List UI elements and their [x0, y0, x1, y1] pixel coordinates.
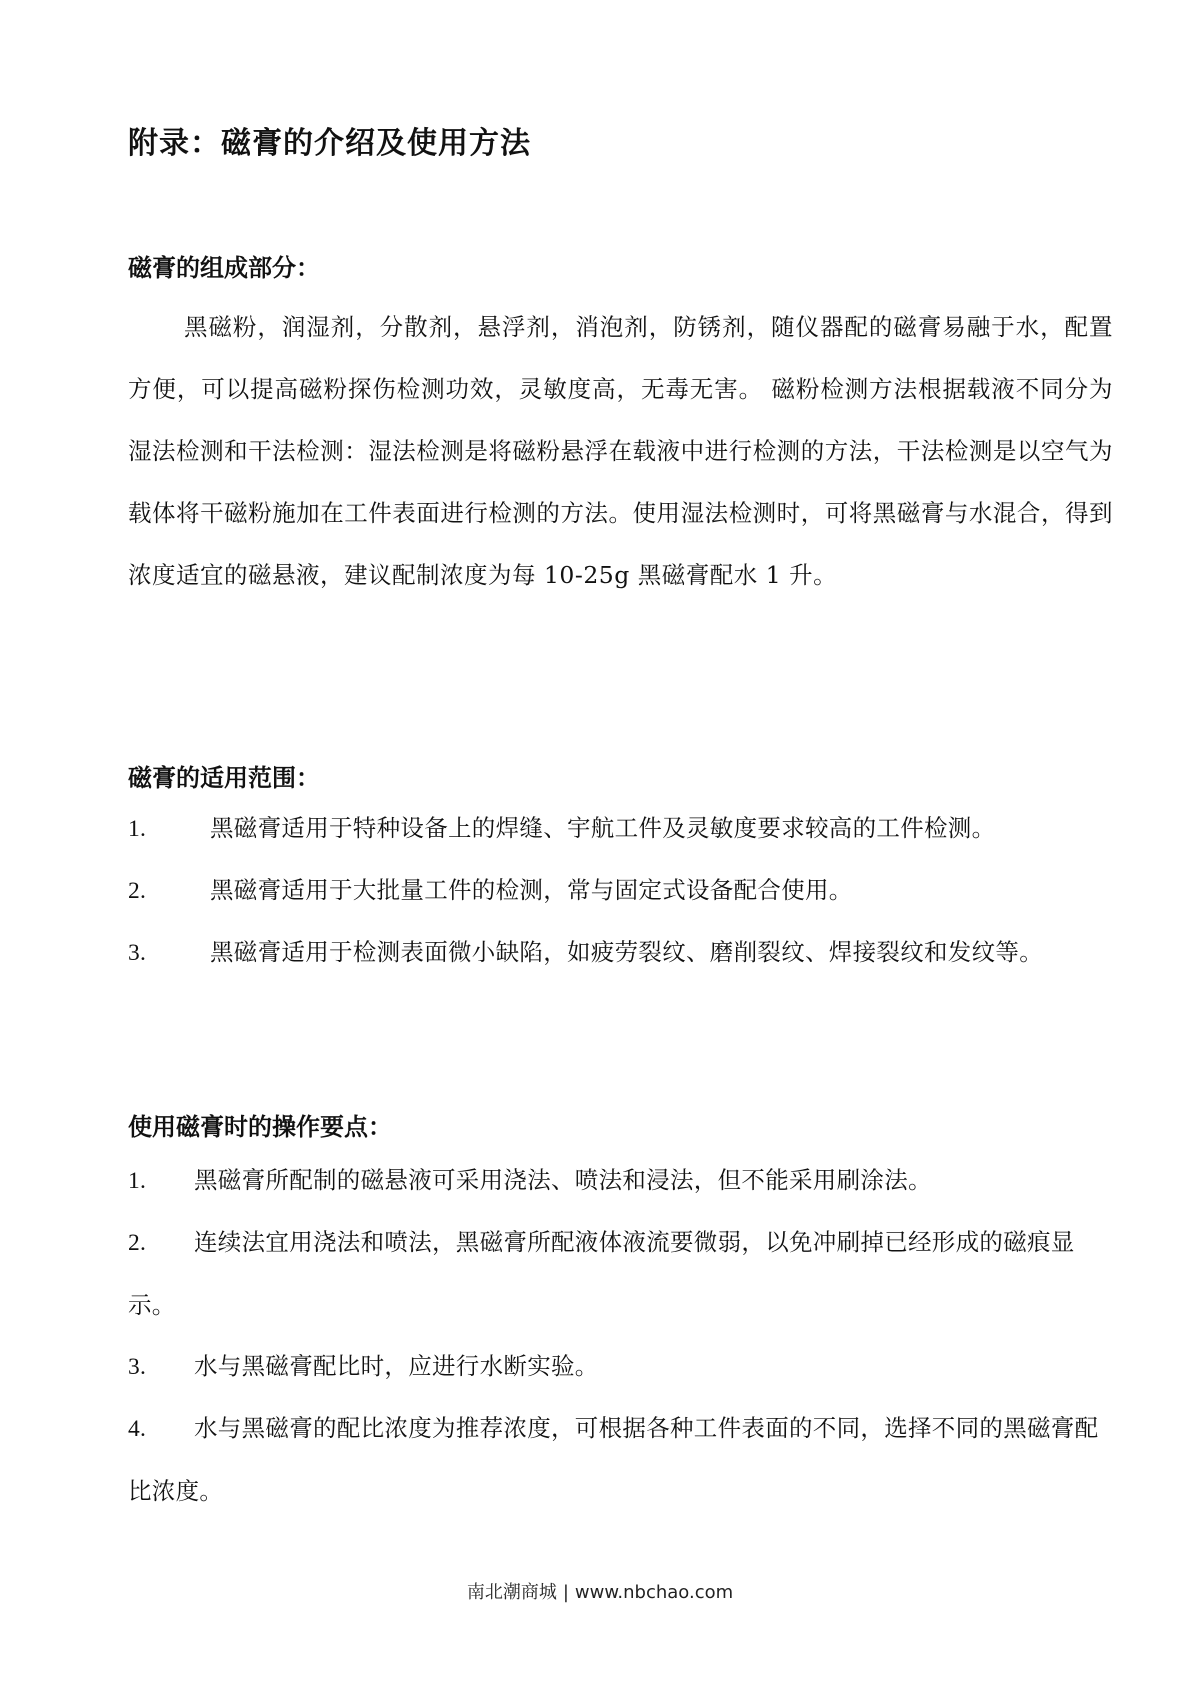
- section-heading-composition: 磁膏的组成部分：: [128, 254, 320, 282]
- list-item: 1. 黑磁膏适用于特种设备上的焊缝、宇航工件及灵敏度要求较高的工件检测。: [128, 814, 996, 842]
- page-title: 附录：磁膏的介绍及使用方法: [128, 126, 531, 161]
- section-heading-operation: 使用磁膏时的操作要点：: [128, 1113, 392, 1141]
- list-item: 3. 黑磁膏适用于检测表面微小缺陷，如疲劳裂纹、磨削裂纹、焊接裂纹和发纹等。: [128, 938, 1043, 966]
- list-item: 2. 连续法宜用浇法和喷法，黑磁膏所配液体液流要微弱，以免冲刷掉已经形成的磁痕显示。: [128, 1228, 1075, 1319]
- footer-separator: |: [562, 1582, 569, 1603]
- footer-brand: 南北潮商城: [466, 1582, 557, 1603]
- page-footer: [0, 1578, 1200, 1604]
- list-item: 4. 水与黑磁膏的配比浓度为推荐浓度，可根据各种工件表面的不同，选择不同的黑磁膏配比浓度。: [128, 1414, 1099, 1505]
- list-item: 2. 黑磁膏适用于大批量工件的检测，常与固定式设备配合使用。: [128, 876, 853, 904]
- list-item: 1. 黑磁膏所配制的磁悬液可采用浇法、喷法和浸法，但不能采用刷涂法。: [128, 1166, 932, 1194]
- composition-paragraph: 黑磁粉，润湿剂，分散剂，悬浮剂，消泡剂，防锈剂，随仪器配的磁膏易融于水，配置方便，可以提高磁粉探伤检测功效，灵敏度高，无毒无害。 磁粉检测方法根据载液不同分为湿法检测和干法检测：湿法检测是将磁粉悬浮在载液中进行检测的方法，干法检测是以空气为载体将干磁粉施加在工件表面进行检测的方法。使用湿法检测时，可将黑磁膏与水混合，得到浓度适宜的磁悬液，建议配制浓度为每 10-25g 黑磁膏配水 1 升。: [128, 313, 1113, 589]
- section-heading-scope: 磁膏的适用范围：: [128, 764, 320, 792]
- footer-url[interactable]: www.nbchao.com: [574, 1582, 734, 1603]
- list-item: 3. 水与黑磁膏配比时，应进行水断实验。: [128, 1352, 599, 1380]
